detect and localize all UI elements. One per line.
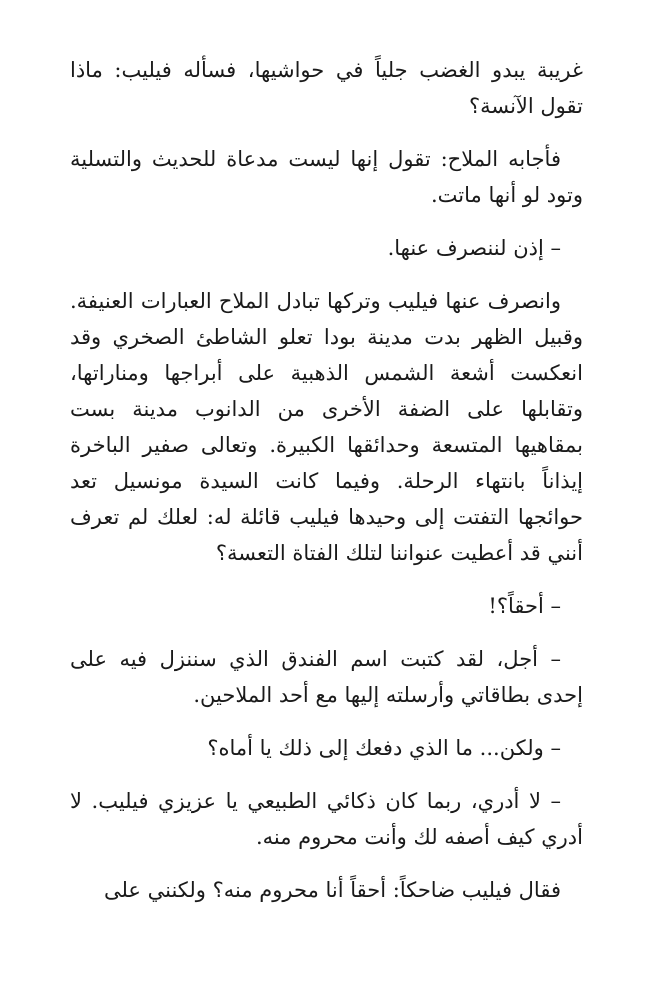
paragraph-5: – أحقاً؟! — [488, 594, 561, 618]
paragraph-1: غريبة يبدو الغضب جلياً في حواشيها، فسأله فيليب: ماذا تقول الآنسة؟ — [70, 58, 583, 118]
book-page — [70, 52, 583, 1000]
paragraph-3: – إذن لننصرف عنها. — [387, 236, 561, 260]
paragraph-8: – لا أدري، ربما كان ذكائي الطبيعي يا عزيزي فيليب. لا أدري كيف أصفه لك وأنت محروم منه. — [70, 789, 583, 849]
paragraph-9: فقال فيليب ضاحكاً: أحقاً أنا محروم منه؟ ولكنني على — [103, 878, 561, 902]
paragraph-2: فأجابه الملاح: تقول إنها ليست مدعاة للحديث والتسلية وتود لو أنها ماتت. — [70, 147, 583, 207]
paragraph-7: – ولكن... ما الذي دفعك إلى ذلك يا أماه؟ — [207, 736, 561, 760]
paragraph-6: – أجل، لقد كتبت اسم الفندق الذي سننزل فيه على إحدى بطاقاتي وأرسلته إليها مع أحد الملاحين. — [70, 647, 583, 707]
paragraph-4: وانصرف عنها فيليب وتركها تبادل الملاح العبارات العنيفة. وقبيل الظهر بدت مدينة بودا تعلو الشاطئ الصخري وقد انعكست أشعة الشمس الذهبية على أبراجها ومناراتها، وتقابلها على الضفة الأخرى من الدانوب مدينة بست بمقاهيها المتسعة وحدائقها الكبيرة. وتعالى صفير الباخرة إيذاناً بانتهاء الرحلة. وفيما كانت السيدة مونسيل تعد حوائجها التفتت إلى وحيدها فيليب قائلة له: لعلك لم تعرف أنني قد أعطيت عنواننا لتلك الفتاة التعسة؟ — [70, 289, 583, 565]
